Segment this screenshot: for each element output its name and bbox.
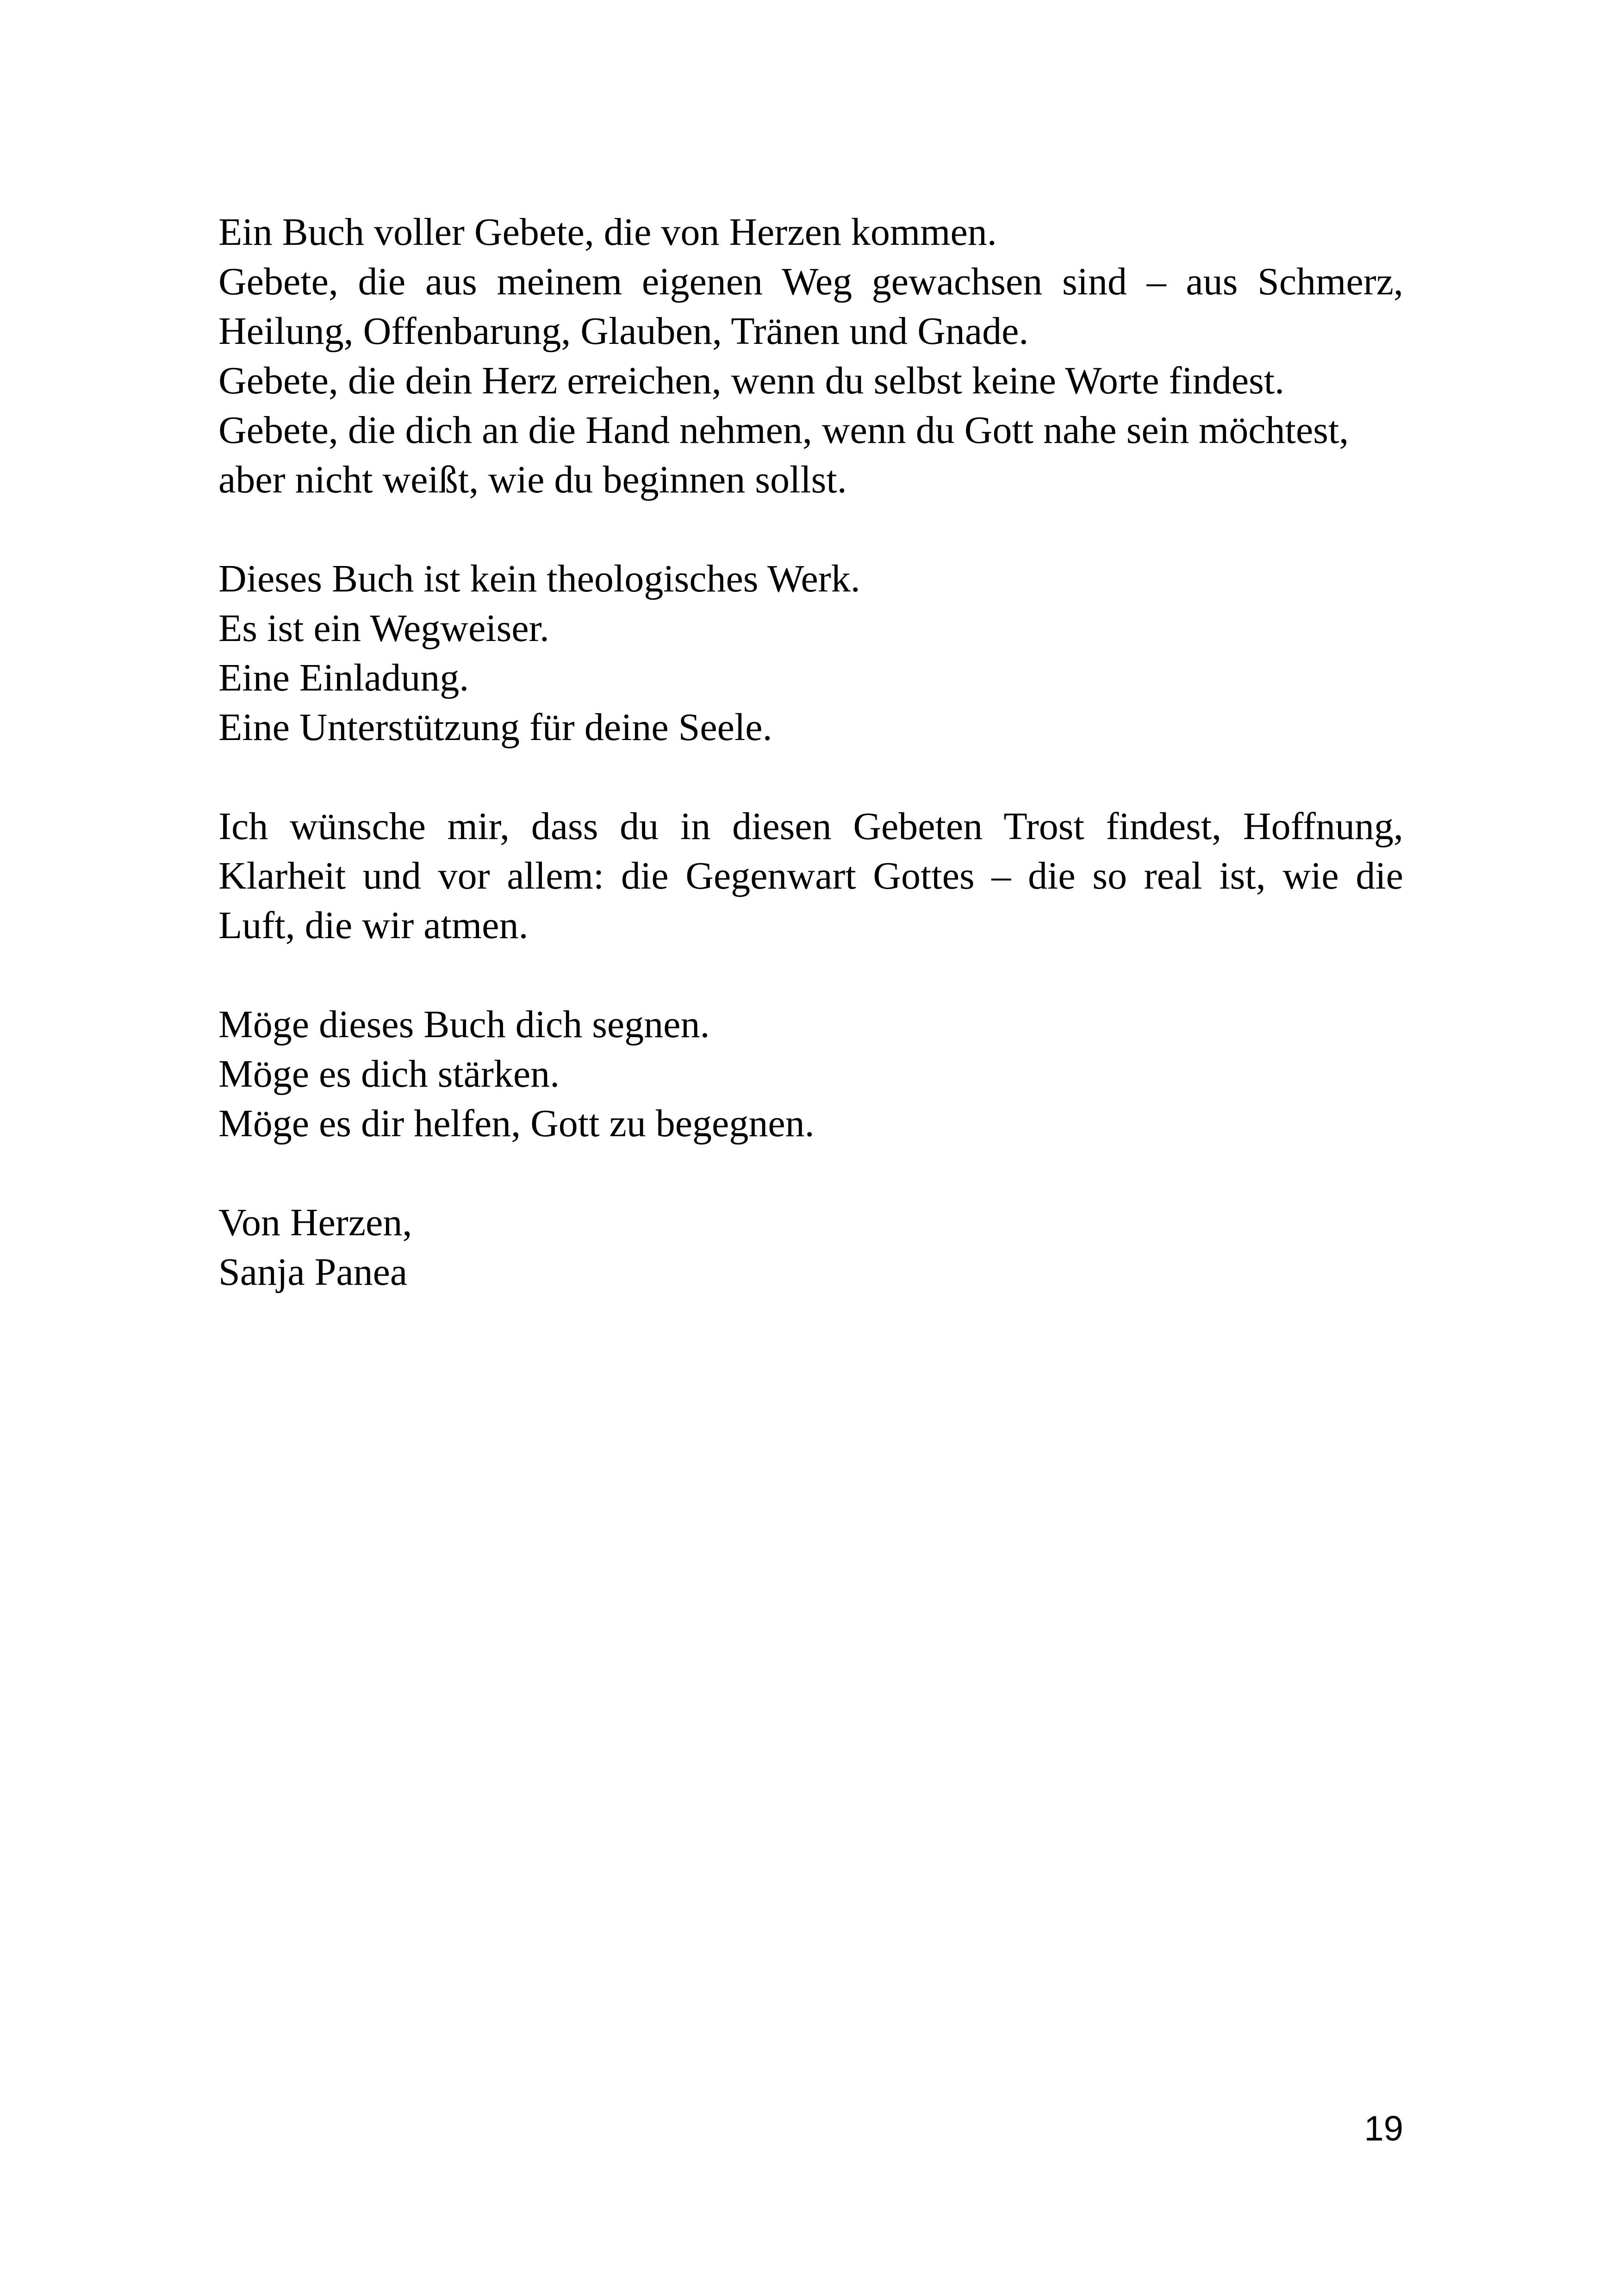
- text-line: Eine Einladung.: [218, 656, 469, 699]
- text-line: Möge dieses Buch dich segnen.: [218, 1003, 710, 1046]
- paragraph-blessing: [218, 1000, 1403, 1148]
- text-line: Ein Buch voller Gebete, die von Herzen kommen.: [218, 211, 997, 254]
- text-line: Möge es dir helfen, Gott zu begegnen.: [218, 1102, 815, 1145]
- text-line: Heilung, Offenbarung, Glauben, Tränen und Gnade.: [218, 310, 1029, 353]
- text-line: Möge es dich stärken.: [218, 1052, 560, 1095]
- text-line: Dieses Buch ist kein theologisches Werk.: [218, 557, 860, 600]
- text-line: Klarheit und vor allem: die Gegenwart Gottes – die so real ist, wie die: [218, 854, 1403, 897]
- text-line: Luft, die wir atmen.: [218, 904, 529, 947]
- text-line: Gebete, die dein Herz erreichen, wenn du selbst keine Worte findest.: [218, 359, 1285, 402]
- body-text: [218, 207, 1403, 1346]
- paragraph-wish: [218, 802, 1403, 950]
- text-line: Ich wünsche mir, dass du in diesen Gebeten Trost findest, Hoffnung,: [218, 805, 1403, 848]
- text-line: Gebete, die dich an die Hand nehmen, wenn du Gott nahe sein möchtest,: [218, 409, 1349, 452]
- author-name: Sanja Panea: [218, 1251, 408, 1294]
- closing-line: Von Herzen,: [218, 1201, 412, 1244]
- paragraph-intro: [218, 207, 1403, 504]
- signature-block: [218, 1198, 1403, 1297]
- page-number: 19: [1364, 2109, 1403, 2148]
- text-line: Es ist ein Wegweiser.: [218, 607, 549, 650]
- paragraph-purpose: [218, 554, 1403, 752]
- text-line: aber nicht weißt, wie du beginnen sollst.: [218, 458, 847, 501]
- text-line: Eine Unterstützung für deine Seele.: [218, 706, 772, 749]
- text-line: Gebete, die aus meinem eigenen Weg gewachsen sind – aus Schmerz,: [218, 260, 1403, 303]
